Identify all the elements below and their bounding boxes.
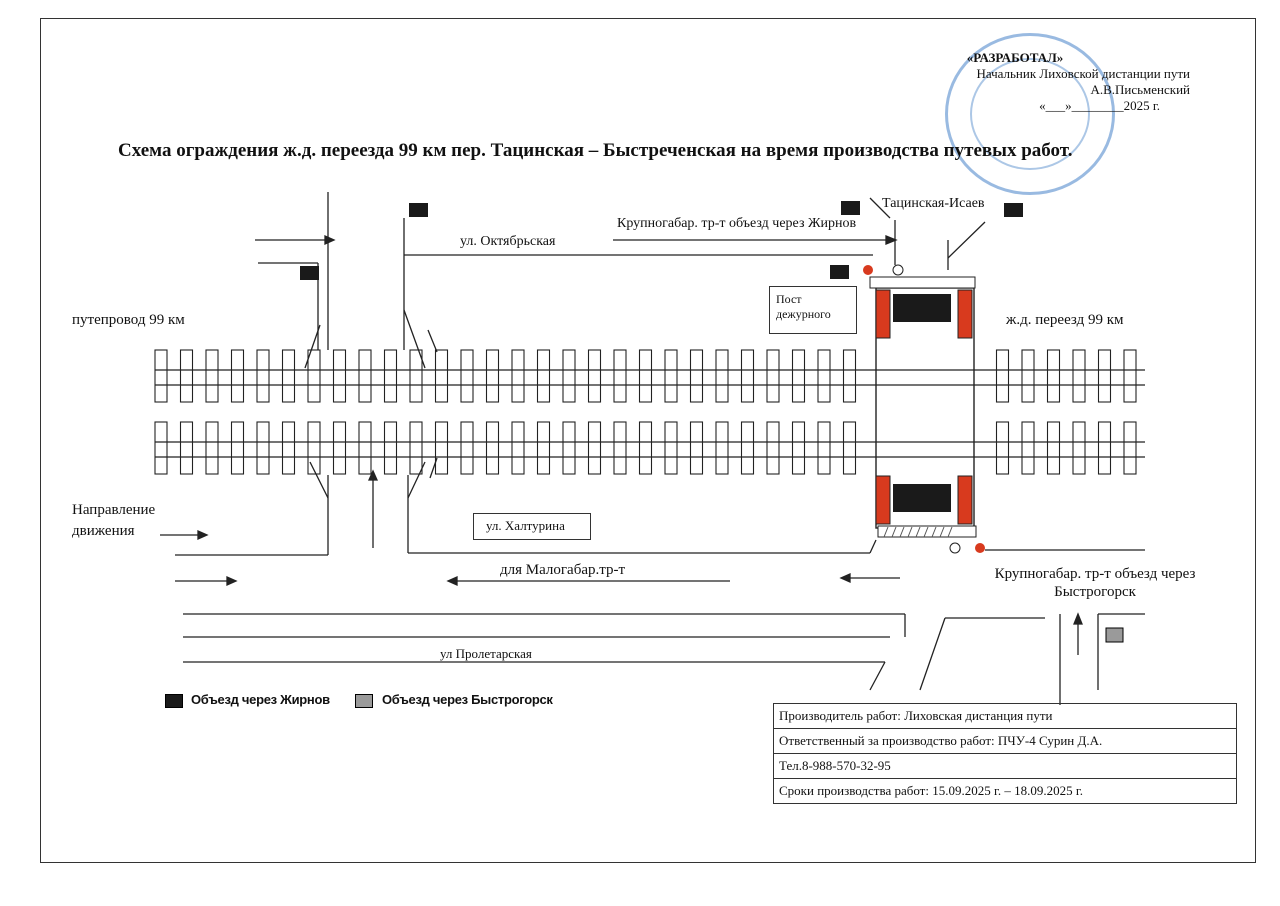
sleeper (487, 422, 499, 474)
sleeper (793, 350, 805, 402)
sleeper (257, 422, 269, 474)
railway-sleepers (155, 350, 1136, 474)
approval-position: Начальник Лиховской дистанции пути (976, 66, 1190, 81)
label-crossing: ж.д. переезд 99 км (1006, 312, 1124, 328)
legend-label-zhirnov: Объезд через Жирнов (191, 692, 330, 707)
sleeper (181, 350, 193, 402)
sleeper (1124, 422, 1136, 474)
sleeper (691, 350, 703, 402)
sleeper (1022, 422, 1034, 474)
sleeper (385, 350, 397, 402)
barrier-left-top (876, 290, 890, 338)
sleeper (742, 350, 754, 402)
crossing-block-top (893, 294, 951, 322)
signal-light (893, 265, 903, 275)
sleeper (844, 350, 856, 402)
legend-label-bystrogorsk: Объезд через Быстрогорск (382, 692, 553, 707)
zhirnov-sign (830, 265, 849, 279)
sleeper (206, 350, 218, 402)
sleeper (436, 350, 448, 402)
label-detour-bystrogorsk: Крупногабар. тр-т объезд через Быстрогорск (994, 566, 1196, 600)
sleeper (334, 422, 346, 474)
label-small-cargo: для Малогабар.тр-т (500, 562, 626, 578)
label-street-oktyabrskaya: ул. Октябрьская (460, 234, 556, 249)
page-title: Схема ограждения ж.д. переезда 99 км пер. Тацинская – Быстреченская на время производства путевых работ. (118, 140, 1073, 161)
crossing-gate-top (870, 277, 975, 288)
zhirnov-sign (1004, 203, 1023, 217)
sleeper (410, 422, 422, 474)
sleeper (665, 422, 677, 474)
sleeper (359, 350, 371, 402)
label-direction: Направление движения (72, 502, 156, 539)
info-table (773, 703, 1237, 804)
zhirnov-sign (409, 203, 428, 217)
sleeper (1099, 350, 1111, 402)
sleeper (232, 422, 244, 474)
sleeper (334, 350, 346, 402)
zhirnov-sign (841, 201, 860, 215)
label-overpass: путепровод 99 км (72, 312, 185, 328)
sleeper (614, 422, 626, 474)
sleeper (767, 422, 779, 474)
sleeper (1124, 350, 1136, 402)
sleeper (487, 350, 499, 402)
signal-light (975, 543, 985, 553)
sleeper (1022, 350, 1034, 402)
crossing-block-bottom (893, 484, 951, 512)
sleeper (793, 422, 805, 474)
label-tatsinskaya-isaev: Тацинская-Исаев (882, 196, 985, 211)
signal-light (950, 543, 960, 553)
approval-heading: «РАЗРАБОТАЛ» (966, 50, 1064, 65)
signal-light (863, 265, 873, 275)
sleeper (181, 422, 193, 474)
sleeper (538, 422, 550, 474)
sleeper (716, 350, 728, 402)
label-street-khalturina: ул. Халтурина (473, 513, 591, 540)
sleeper (1048, 422, 1060, 474)
sleeper (1099, 422, 1111, 474)
sleeper (283, 350, 295, 402)
sleeper (614, 350, 626, 402)
sleeper (308, 422, 320, 474)
sleeper (767, 350, 779, 402)
sleeper (461, 350, 473, 402)
sleeper (640, 350, 652, 402)
sleeper (716, 422, 728, 474)
sleeper (589, 350, 601, 402)
bystrogorsk-sign (1106, 628, 1123, 642)
legend-swatch-zhirnov (165, 694, 183, 708)
sleeper (589, 422, 601, 474)
sleeper (563, 422, 575, 474)
info-contractor: Производитель работ: Лиховская дистанция пути (774, 704, 1237, 729)
sleeper (155, 422, 167, 474)
label-detour-zhirnov: Крупногабар. тр-т объезд через Жирнов (617, 216, 857, 231)
duty-post: Пост дежурного (769, 286, 857, 334)
sleeper (818, 422, 830, 474)
sleeper (385, 422, 397, 474)
sleeper (155, 350, 167, 402)
barrier-right-bottom (958, 476, 972, 524)
sleeper (1048, 350, 1060, 402)
sleeper (512, 422, 524, 474)
sleeper (818, 350, 830, 402)
approval-date: «___»________2025 г. (1039, 98, 1160, 113)
sleeper (257, 350, 269, 402)
barrier-right-top (958, 290, 972, 338)
sleeper (232, 350, 244, 402)
sleeper (538, 350, 550, 402)
legend-swatch-bystrogorsk (355, 694, 373, 708)
sleeper (997, 422, 1009, 474)
sleeper (359, 422, 371, 474)
barrier-left-bottom (876, 476, 890, 524)
info-phone: Тел.8-988-570-32-95 (774, 754, 1237, 779)
sleeper (461, 422, 473, 474)
sleeper (997, 350, 1009, 402)
sleeper (691, 422, 703, 474)
sleeper (1073, 422, 1085, 474)
sleeper (742, 422, 754, 474)
info-responsible: Ответственный за производство работ: ПЧУ-4 Сурин Д.А. (774, 729, 1237, 754)
sleeper (640, 422, 652, 474)
sleeper (206, 422, 218, 474)
sleeper (1073, 350, 1085, 402)
sleeper (665, 350, 677, 402)
sleeper (436, 422, 448, 474)
sleeper (283, 422, 295, 474)
zhirnov-sign (300, 266, 319, 280)
sleeper (512, 350, 524, 402)
sleeper (410, 350, 422, 402)
label-street-proletarskaya: ул Пролетарская (440, 646, 532, 661)
sleeper (563, 350, 575, 402)
info-period: Сроки производства работ: 15.09.2025 г. – 18.09.2025 г. (774, 779, 1237, 804)
sleeper (844, 422, 856, 474)
approval-name: А.В.Письменский (1090, 82, 1190, 97)
sleeper (308, 350, 320, 402)
